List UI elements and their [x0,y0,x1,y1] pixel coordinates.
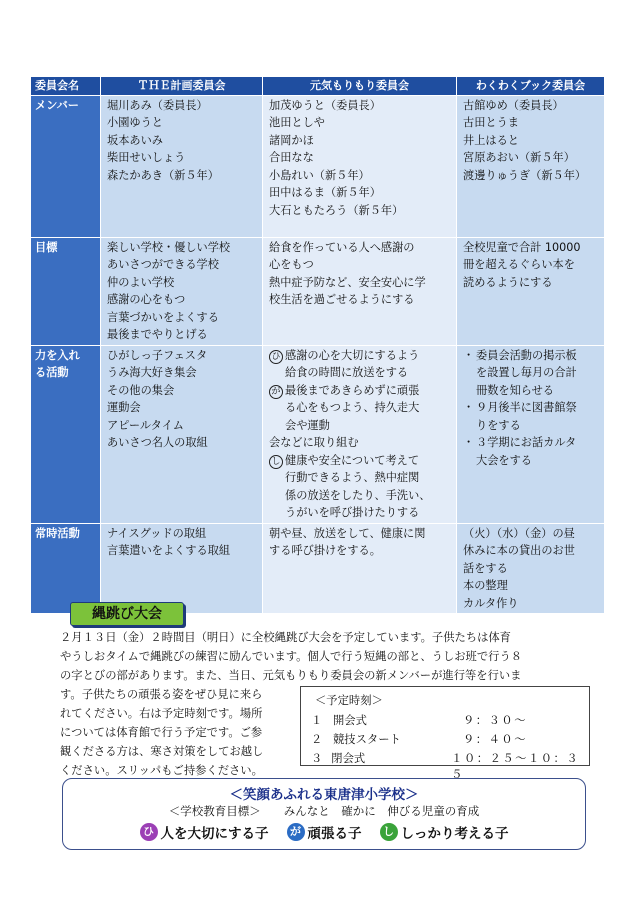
header-genki: 元気もりもり委員会 [263,77,457,96]
schedule-title: ＜予定時刻＞ [315,694,383,707]
list-item: 全校児童で合計 10000 [463,240,581,254]
header-committee-name: 委員会名 [31,77,101,96]
row-activities [31,345,605,523]
hi-mark-icon: ひ [269,350,283,364]
list-item: 仲のよい学校 [107,275,175,289]
list-item: あいさつができる学校 [107,258,219,271]
paragraph-line: 観くださる方は、寒さ対策をしてお越し [60,745,264,758]
activity-line: 係の放送をしたり、手洗い、 [285,488,431,502]
activity-line: 感謝の心を大切にするよう [285,348,420,362]
list-item: 古館ゆめ（委員長） [463,98,564,112]
activity-line: 行動できるよう、熱中症関 [285,471,420,484]
activity-line: 冊数を知らせる [476,383,554,397]
paragraph-line: やうしおタイムで縄跳びの練習に励んでいます。個人で行う短縄の部と、うしお班で行う８ [60,650,523,663]
list-item: その他の集会 [107,383,175,397]
school-motto-box [62,778,586,850]
list-item: 楽しい学校・優しい学校 [107,240,231,254]
list-item: 渡邊りゅうぎ（新５年） [463,168,587,182]
shi-badge-icon: し [380,823,398,841]
list-item: 坂本あいみ [107,133,163,147]
row-members [31,95,605,237]
activity-line: りをする [476,418,521,432]
list-item: 読めるようにする [463,275,553,289]
row-goals [31,237,605,345]
shi-mark-icon: し [269,455,283,469]
schedule-row [311,712,581,728]
row-regular [31,523,605,614]
list-item: 諸岡かほ [269,133,314,147]
list-item: 運動会 [107,401,141,414]
members-col2 [263,95,457,237]
activity-line: 最後まであきらめずに頑張 [285,383,420,397]
activity-line: 給食の時間に放送をする [285,366,409,379]
activity-line: 健康や安全について考えて [285,453,420,467]
education-goal: ＜学校教育目標＞ みんなと 確かに 伸びる児童の育成 [168,804,480,818]
list-item: 熱中症予防など、安全安心に学 [269,275,426,289]
list-item: 加茂ゆうと（委員長） [269,98,381,112]
row-label-regular: 常時活動 [31,523,101,614]
list-item: 柴田せいしょう [107,151,186,164]
activity-line: うがいを呼び掛けたりする [285,506,420,519]
regular-col2 [263,523,457,614]
paragraph-line: については体育館で行う予定です。ご参 [60,726,263,739]
committee-table [30,76,605,614]
header-the-plan: ＴＨＥ計画委員会 [101,77,263,96]
goal-item-hi [140,822,269,842]
goals-col1 [101,237,263,345]
schedule-label: 開会式 [333,714,367,727]
list-item: 森たかあき（新５年） [107,168,219,182]
schedule-time: ９：４０～ [463,733,527,746]
activities-col2 [263,345,457,523]
activities-col3 [457,345,605,523]
bullet-icon: ・ [463,436,475,449]
activities-col1 [101,345,263,523]
list-item: 小園ゆうと [107,116,163,129]
goal-item-text: 頑張る子 [307,826,362,842]
ga-mark-icon: が [269,385,283,399]
paragraph-line: の字とびの部があります。また、当日、元気もりもり委員会の新メンバーが進行等を行いま [60,669,522,682]
list-item: うみ海大好き集会 [107,366,197,379]
schedule-num: ２ [311,733,323,746]
list-item: ひがしっ子フェスタ [107,348,208,362]
list-item: カルタ作り [463,596,519,610]
list-item: する呼び掛けをする。 [269,544,381,557]
row-label-goals: 目標 [31,237,101,345]
list-item: 宮原あおい（新５年） [463,151,575,164]
list-item: 給食を作っている人へ感謝の [269,240,415,254]
list-item: あいさつ名人の取組 [107,436,208,449]
list-item: 休みに本の貸出のお世 [463,544,575,557]
activity-line: 委員会活動の掲示板 [476,348,577,362]
list-item: 田中はるま（新５年） [269,186,381,199]
regular-col3 [457,523,605,614]
list-item: 校生活を過ごせるようにする [269,293,415,306]
bullet-icon: ・ [463,348,475,362]
paragraph-line: ください。スリッパもご持参ください。 [60,764,263,777]
schedule-label: 競技スタート [333,733,401,746]
activity-line: る心をもつよう、持久走大 [285,401,420,414]
list-item: 心をもつ [269,258,314,271]
schedule-num: １ [311,714,323,727]
activity-line: ９月後半に図書館祭 [476,401,577,414]
ga-badge-icon: が [287,823,305,841]
school-name: ＜笑顔あふれる東唐津小学校＞ [229,787,419,803]
list-item: 言葉づかいをよくする [107,310,219,324]
row-label-activities [31,345,101,523]
goal-item-text: 人を大切にする子 [160,826,269,842]
activity-line: 会などに取り組む [269,436,359,449]
list-item: 感謝の心をもつ [107,293,186,306]
row-label-members: メンバー [31,95,101,237]
list-item: 古田とうま [463,116,519,129]
activity-line: ３学期にお話カルタ [476,436,577,449]
list-item: アピールタイム [107,418,184,432]
schedule-label: 閉会式 [331,752,366,765]
paragraph-line: ２月１３日（金）２時間目（明日）に全校縄跳び大会を予定しています。子供たちは体育 [60,631,511,644]
list-item: 井上はると [463,133,519,147]
paragraph-line: す。子供たちの頑張る姿をぜひ見に来ら [60,688,263,701]
list-item: 大石ともたろう（新５年） [269,203,404,217]
activity-item-ga [269,382,452,435]
bullet-icon: ・ [463,401,475,414]
paragraph-line: れてください。右は予定時刻です。場所 [60,707,263,720]
list-item: 合田なな [269,151,314,164]
goal-item-shi [380,822,509,842]
schedule-time: １０：２５～１０：３５ [451,752,580,781]
schedule-num: ３ [311,752,323,765]
goal-item-ga [287,822,362,842]
goal-items [63,822,585,842]
row-label-line: る活動 [35,366,69,379]
schedule-time: ９：３０～ [463,714,527,727]
goals-col3 [457,237,605,345]
members-col1 [101,95,263,237]
row-label-line: 力を入れ [35,348,80,362]
activity-line: 会や運動 [285,418,330,432]
schedule-row [311,731,581,747]
activity-line: を設置し毎月の合計 [476,366,577,379]
goals-col2 [263,237,457,345]
activity-line: 大会をする [476,453,532,467]
list-item: 小島れい（新５年） [269,168,370,182]
list-item: 堀川あみ（委員長） [107,98,208,112]
list-item: 池田としや [269,116,325,129]
activity-item [463,434,600,469]
members-col3 [457,95,605,237]
list-item: 話をする [463,561,508,575]
regular-col1 [101,523,263,614]
list-item: ナイスグッドの取組 [107,526,207,540]
table-header-row [31,77,605,96]
goal-item-text: しっかり考える子 [400,826,509,842]
activity-item [463,399,600,434]
activity-item-hi [269,347,452,382]
schedule-box [300,686,590,781]
list-item: 朝や昼、放送をして、健康に関 [269,526,426,540]
activity-item [463,347,600,400]
activity-item-shi [269,452,452,522]
hi-badge-icon: ひ [140,823,158,841]
header-wakuwaku: わくわくブック委員会 [457,77,605,96]
list-item: 言葉遣いをよくする取組 [107,544,231,557]
list-item: 冊を超えるぐらい本を [463,258,575,271]
list-item: 最後までやりとげる [107,328,208,341]
list-item: 本の整理 [463,579,508,592]
list-item: （火）（水）（金）の昼 [463,526,575,540]
event-title: 縄跳び大会 [70,602,184,626]
